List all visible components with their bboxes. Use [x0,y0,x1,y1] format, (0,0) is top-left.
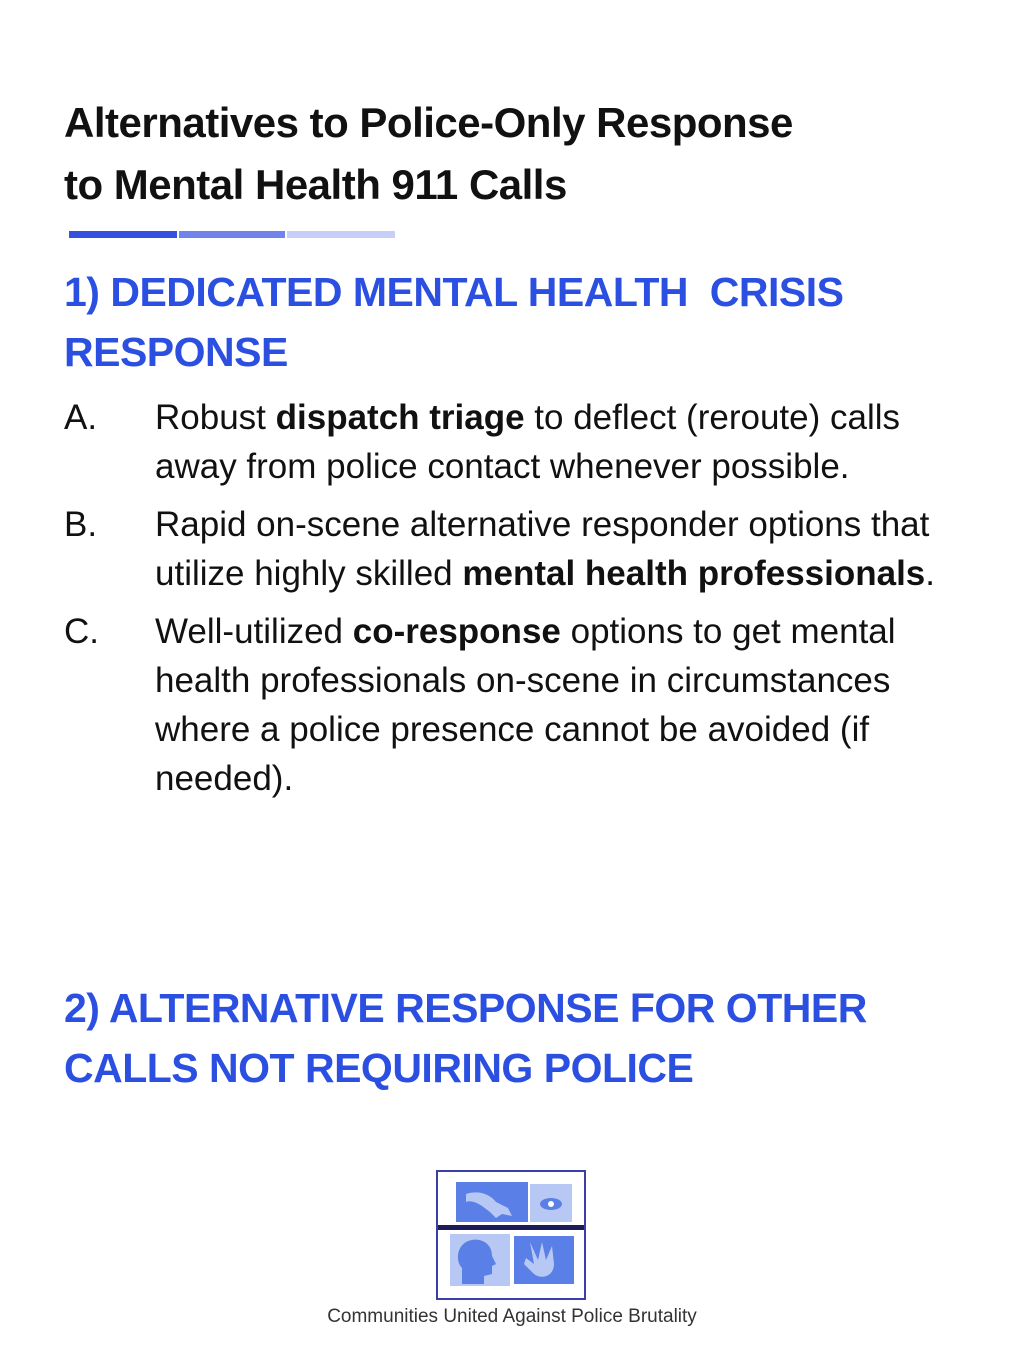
section-1-heading-line-1: 1) DEDICATED MENTAL HEALTH CRISIS [64,269,844,315]
list-item-text [155,393,964,491]
title-divider-segment-3 [287,231,395,238]
list-item-text-pre: Well-utilized [155,612,353,651]
section-2-heading-line-2: CALLS NOT REQUIRING POLICE [64,1045,694,1091]
logo-band [438,1225,584,1230]
logo-graphic [438,1172,584,1298]
page-title-line-2: to Mental Health 911 Calls [64,161,567,208]
list-item-marker: A. [64,398,98,437]
section-2-heading-line-1: 2) ALTERNATIVE RESPONSE FOR OTHER [64,985,867,1031]
list-item-text-post: options to get mental health professionals on-scene in circumstances where a police presence cannot be avoided (if needed). [155,612,906,798]
section-1-heading-line-2: RESPONSE [64,329,288,375]
title-divider-segment-2 [179,231,285,238]
list-item-marker: C. [64,612,99,651]
title-divider-segment-1 [69,231,177,238]
list-item-text-pre: Robust [155,398,276,437]
page-title-line-1: Alternatives to Police-Only Response [64,99,793,146]
list-item [64,500,964,598]
list-item-text-post: . [925,554,936,593]
section-1-heading [64,262,984,382]
list-item-text-bold: co-response [352,612,561,651]
cuapb-logo-icon [436,1170,586,1300]
list-item-text-pre: Rapid on-scene alternative responder options that utilize highly skilled [155,505,940,593]
list-item [64,393,964,491]
list-item-text [155,500,964,598]
page-title [64,92,964,216]
list-item-text-post: to deflect (reroute) calls away from police contact whenever possible. [155,398,910,486]
eye-pupil [548,1201,554,1207]
section-2-heading [64,978,984,1098]
list-item-marker: B. [64,505,98,544]
organization-name: Communities United Against Police Brutality [327,1306,697,1327]
list-item-text [155,607,964,803]
list-item-text-bold: mental health professionals [462,554,926,593]
list-item-text-bold: dispatch triage [275,398,525,437]
section-1-list [64,393,964,812]
list-item [64,607,964,803]
